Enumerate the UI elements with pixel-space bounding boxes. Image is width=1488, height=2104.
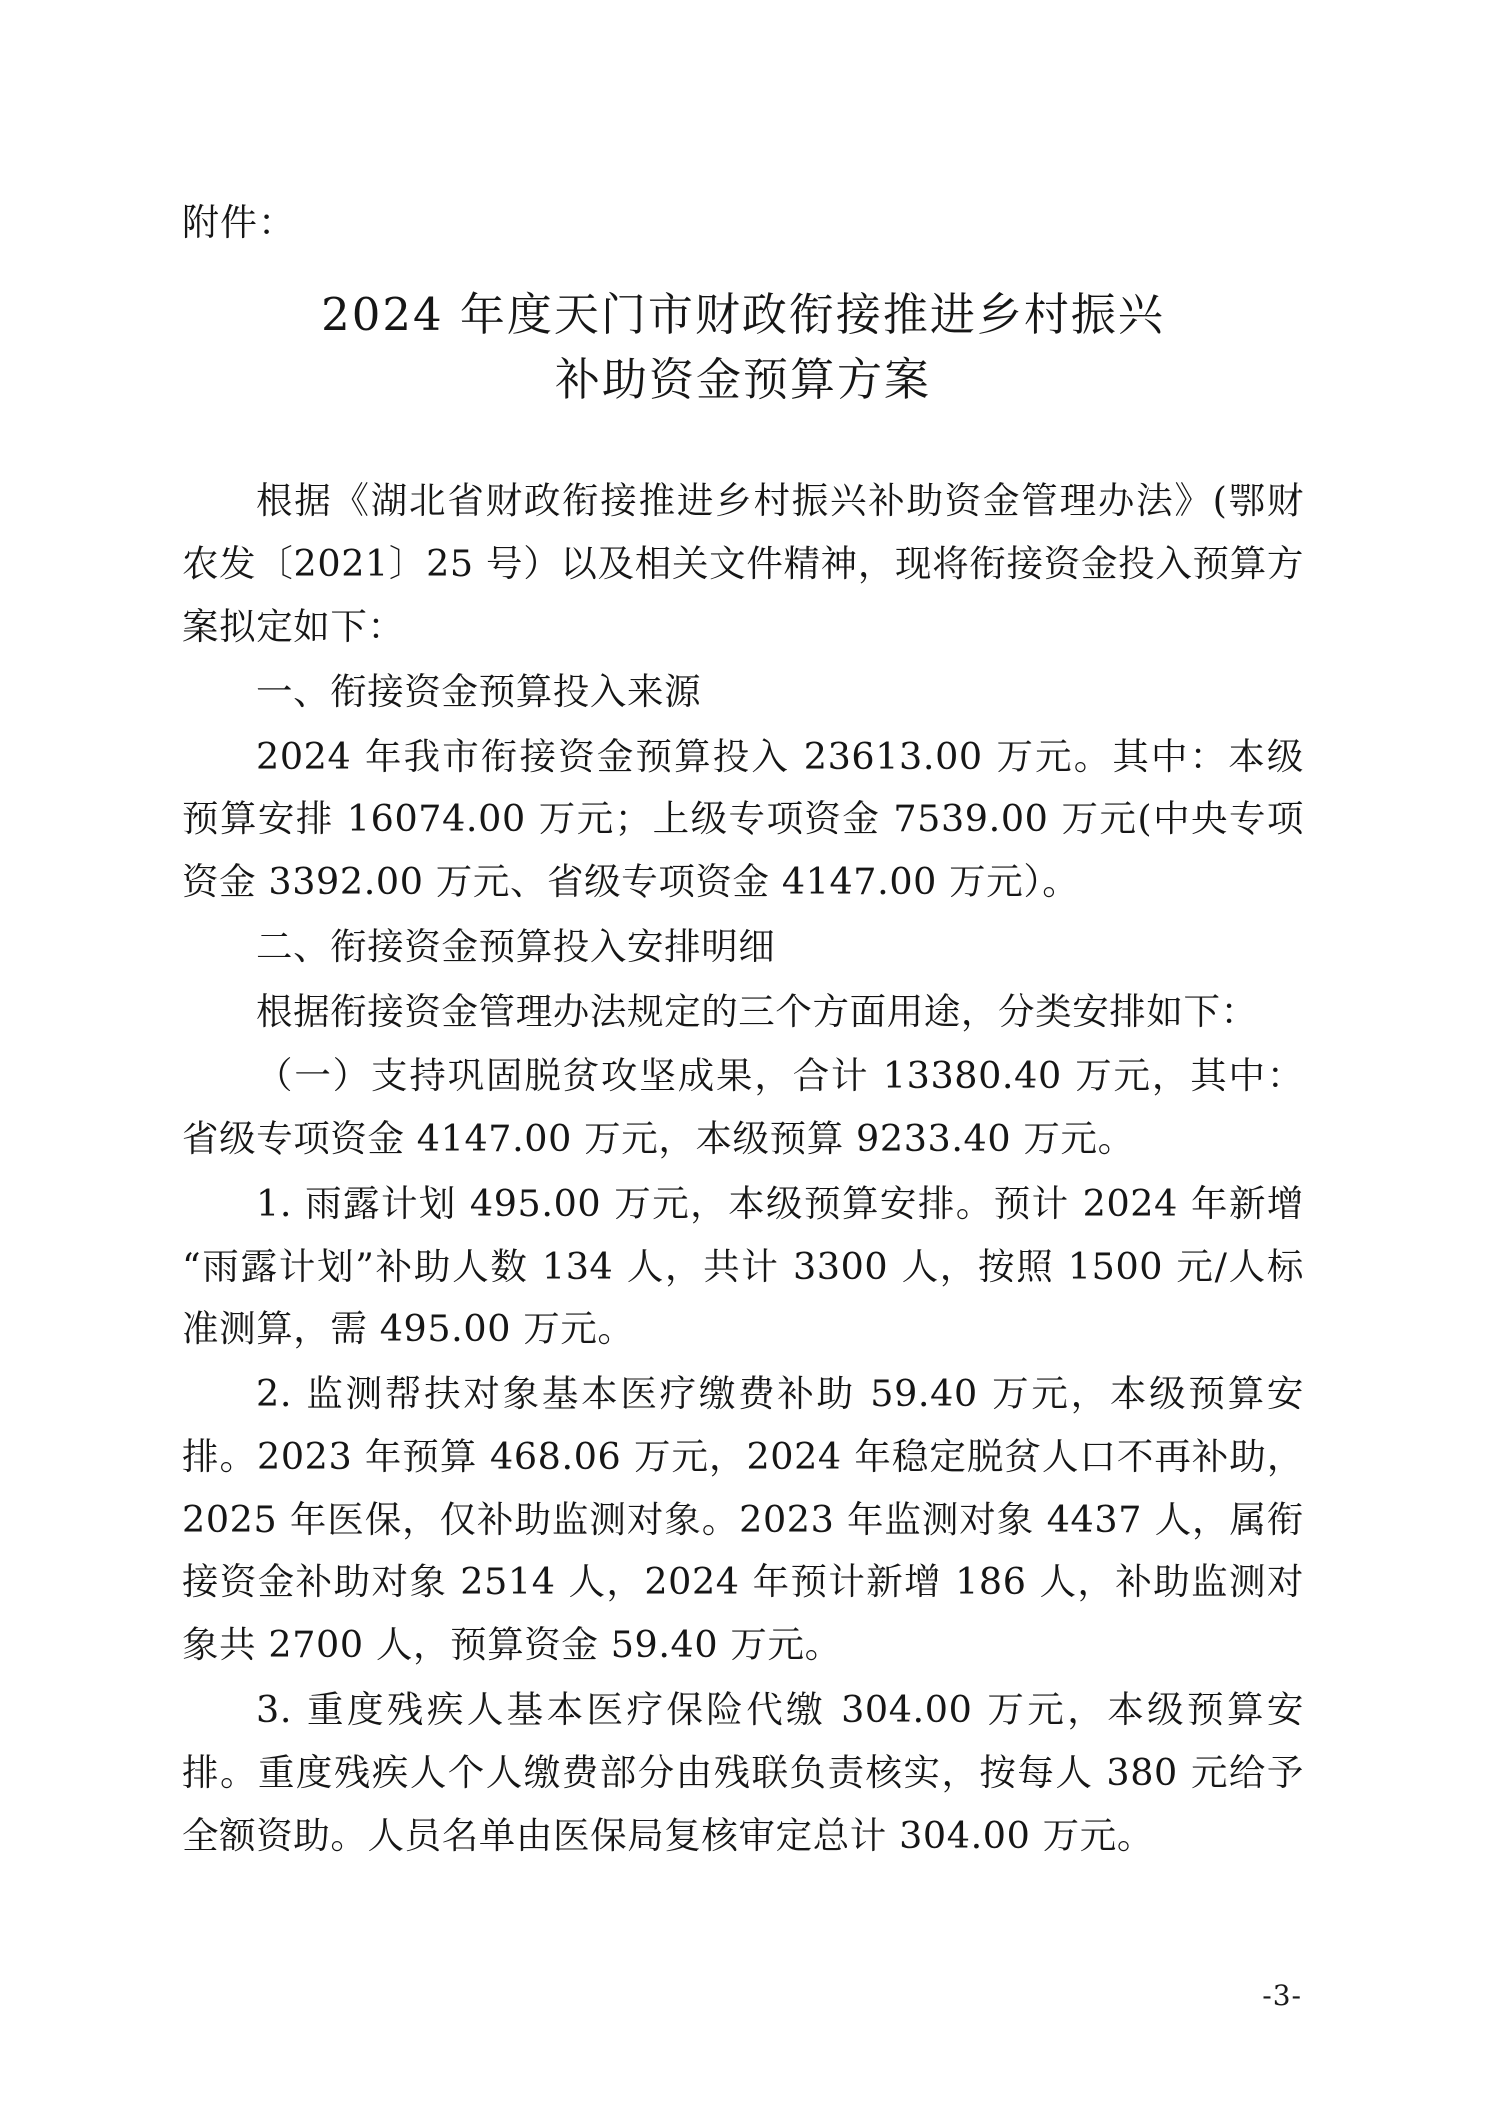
page-number: -3- [1262, 1979, 1302, 2012]
paragraph-section-1-heading: 一、衔接资金预算投入来源 [256, 669, 702, 713]
paragraph-section-1-body: 2024 年我市衔接资金预算投入 23613.00 万元。其中：本级预算安排 16074.00 万元；上级专项资金 7539.00 万元(中央专项资金 3392.00 万元、省级专项资金 4147.00 万元）。 [182, 734, 1304, 904]
page-title-line-1: 2024 年度天门市财政衔接推进乡村振兴 [321, 287, 1165, 341]
paragraph-item-one: （一）支持巩固脱贫攻坚成果，合计 13380.40 万元，其中：省级专项资金 4147.00 万元，本级预算 9233.40 万元。 [182, 1054, 1304, 1161]
paragraph-section-2-heading: 二、衔接资金预算投入安排明细 [256, 924, 776, 968]
paragraph-intro: 根据《湖北省财政衔接推进乡村振兴补助资金管理办法》(鄂财农发〔2021〕25 号）以及相关文件精神，现将衔接资金投入预算方案拟定如下： [182, 479, 1304, 648]
document-body [182, 198, 1304, 1869]
paragraph-item-3: 3. 重度残疾人基本医疗保险代缴 304.00 万元，本级预算安排。重度残疾人个人缴费部分由残联负责核实，按每人 380 元给予全额资助。人员名单由医保局复核审定总计 304.00 万元。 [182, 1687, 1304, 1857]
attachment-label: 附件： [182, 201, 296, 244]
page-title [182, 282, 1304, 413]
paragraph-item-2: 2. 监测帮扶对象基本医疗缴费补助 59.40 万元，本级预算安排。2023 年预算 468.06 万元，2024 年稳定脱贫人口不再补助，2025 年医保，仅补助监测对象。2023 年监测对象 4437 人，属衔接资金补助对象 2514 人，2024 年预计新增 186 人，补助监测对象共 2700 人，预算资金 59.40 万元。 [182, 1372, 1304, 1667]
paragraph-item-1: 1. 雨露计划 495.00 万元，本级预算安排。预计 2024 年新增“雨露计划”补助人数 134 人，共计 3300 人，按照 1500 元/人标准测算，需 495.00 万元。 [182, 1181, 1304, 1351]
paragraph-section-2-intro: 根据衔接资金管理办法规定的三个方面用途，分类安排如下： [256, 989, 1258, 1033]
page-title-line-2: 补助资金预算方案 [554, 353, 931, 407]
